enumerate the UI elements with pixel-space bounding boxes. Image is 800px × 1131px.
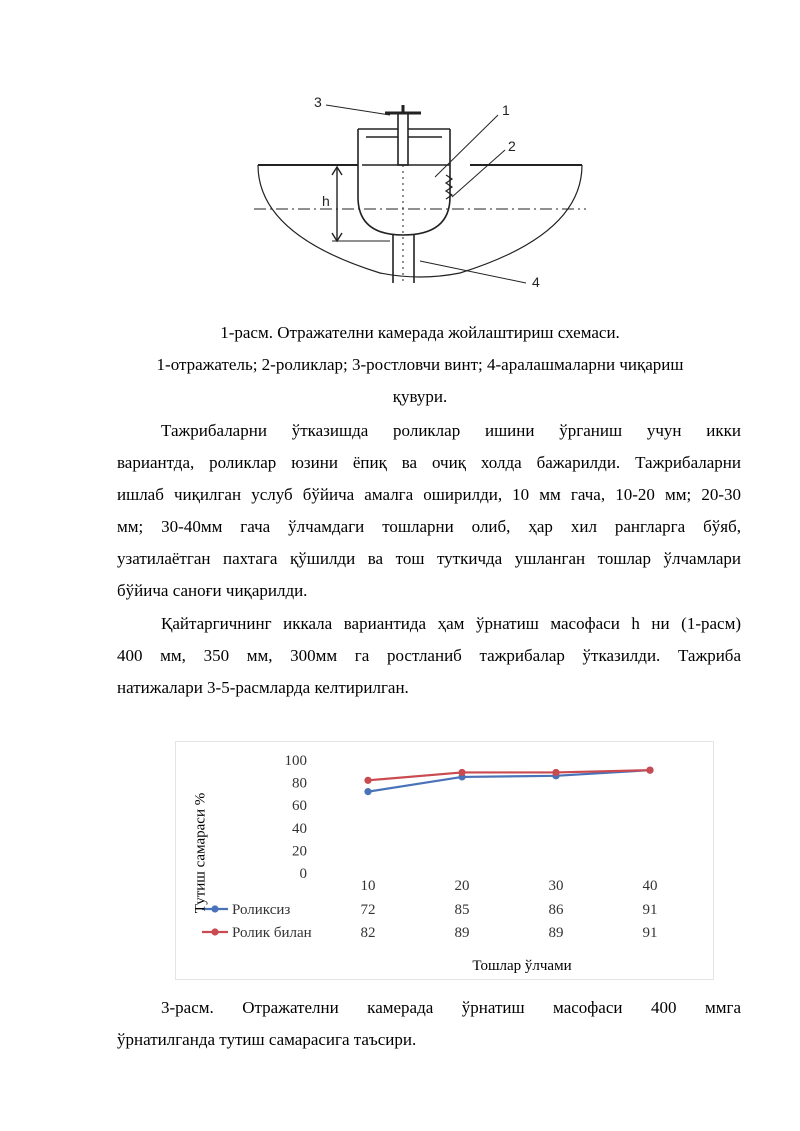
chart-data-point — [364, 788, 371, 795]
figure1-label-1: 1 — [502, 102, 510, 118]
chart-y-tick-label: 0 — [299, 866, 307, 882]
paragraph-1-line: Тажрибаларни ўтказишда роликлар ишини ўрганиш учун икки — [161, 421, 741, 440]
chart-y-tick-label: 40 — [292, 820, 307, 837]
chart-data-label: 86 — [548, 902, 564, 918]
figure3-caption-line: ўрнатилганда тутиш самарасига таъсири. — [117, 1030, 417, 1049]
paragraph-1-line: бўйича саноғи чиқарилди. — [117, 581, 308, 600]
chart-plot-area — [176, 742, 713, 979]
figure3-chart — [175, 741, 714, 980]
figure1-label-3: 3 — [314, 94, 322, 110]
chart-data-label: 85 — [454, 902, 470, 918]
chart-y-tick-label: 80 — [292, 775, 307, 792]
chart-legend-label: Ролик билан — [232, 925, 312, 941]
paragraph-1-line: ишлаб чиқилган услуб бўйича амалга оширилди, 10 мм гача, 10-20 мм; 20-30 — [117, 485, 741, 504]
paragraph-1-line: вариантда, роликлар юзини ёпиқ ва очиқ холда бажарилди. Тажрибаларни — [117, 453, 741, 472]
paragraph-2-line: Қайтаргичнинг иккала вариантида ҳам ўрнатиш масофаси h ни (1-расм) — [161, 614, 741, 633]
figure1-caption-legend-1: 1-отражатель; 2-роликлар; 3-ростловчи винт; 4-аралашмаларни чиқариш — [156, 355, 684, 374]
figure1-caption-title: 1-расм. Отражателни камерада жойлаштириш схемаси. — [220, 323, 620, 342]
chart-data-label: 82 — [360, 925, 376, 941]
chart-series-line — [368, 770, 650, 780]
paragraph-2-line: 400 мм, 350 мм, 300мм га ростланиб тажрибалар ўтказилди. Тажриба — [117, 646, 741, 665]
figure1-schematic — [240, 85, 600, 300]
chart-y-tick-label: 60 — [292, 798, 307, 815]
chart-data-label: 72 — [360, 902, 376, 918]
chart-y-axis-title: Тутиш самараси % — [192, 792, 209, 914]
figure1-label-2: 2 — [508, 138, 516, 154]
figure3-caption-line: 3-расм. Отражателни камерада ўрнатиш масофаси 400 ммга — [161, 998, 741, 1017]
paragraph-1-line: мм; 30-40мм гача ўлчамдаги тошларни олиб, ҳар хил рангларга бўяб, — [117, 517, 741, 536]
figure1-caption-legend-2: қувури. — [392, 387, 448, 406]
chart-y-tick-label: 20 — [292, 843, 307, 860]
chart-x-tick-label: 20 — [454, 878, 470, 894]
chart-data-point — [364, 777, 371, 784]
figure1-label-h: h — [322, 193, 330, 209]
chart-y-tick-label: 100 — [284, 753, 307, 769]
chart-x-axis-title: Тошлар ўлчами — [472, 958, 572, 974]
chart-x-tick-label: 10 — [360, 878, 376, 894]
chart-legend-label: Роликсиз — [232, 902, 291, 918]
paragraph-2-line: натижалари 3-5-расмларда келтирилган. — [117, 678, 409, 697]
chart-data-label: 91 — [642, 902, 658, 918]
chart-y-axis-title-box — [180, 778, 222, 928]
chart-x-tick-label: 30 — [548, 878, 564, 894]
figure3-caption — [117, 992, 741, 1056]
paragraph-1 — [117, 415, 741, 607]
chart-data-label: 89 — [548, 925, 564, 941]
paragraph-1-line: узатилаётган пахтага қўшилди ва тош туткичда ушланган тошлар ўлчамлари — [117, 549, 741, 568]
chart-legend-marker — [211, 928, 218, 935]
chart-data-point — [458, 769, 465, 776]
paragraph-2 — [117, 608, 741, 704]
figure1-label-4: 4 — [532, 274, 540, 290]
chart-data-label: 89 — [454, 925, 470, 941]
chart-data-point — [552, 769, 559, 776]
chart-x-tick-label: 40 — [642, 878, 658, 894]
chart-data-label: 91 — [642, 925, 658, 941]
chart-data-point — [646, 767, 653, 774]
